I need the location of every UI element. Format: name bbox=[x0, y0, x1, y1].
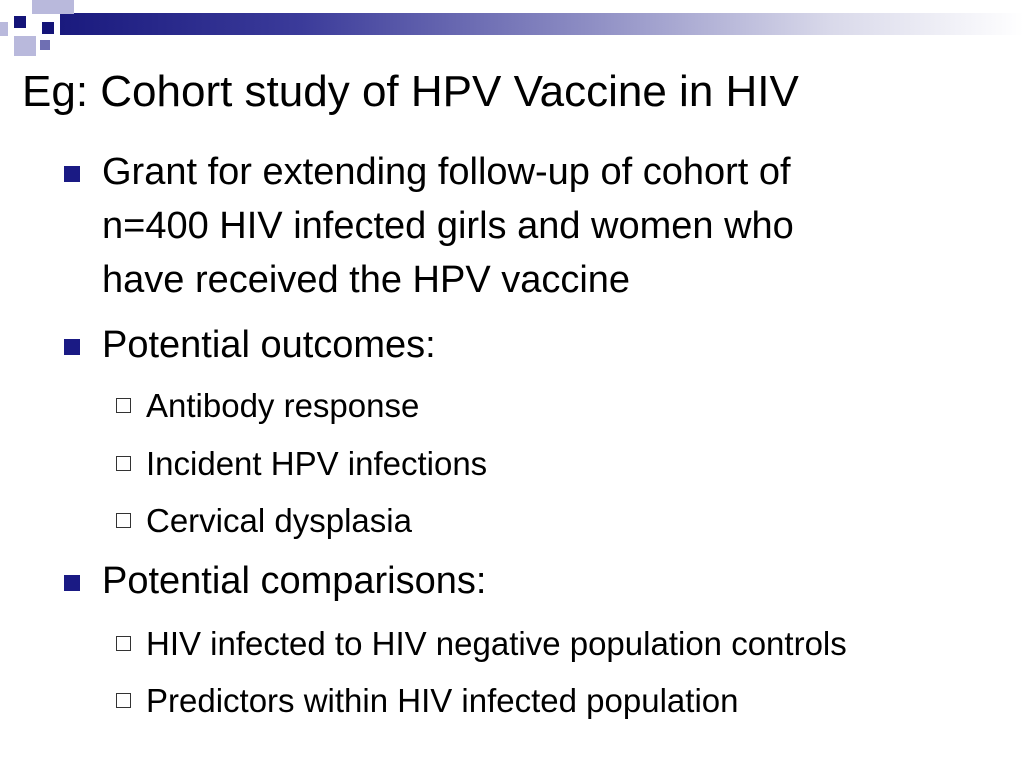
decor-square-icon bbox=[42, 22, 54, 34]
bullet-text: Potential outcomes: bbox=[102, 324, 436, 366]
bullet-text: Grant for extending follow-up of cohort of bbox=[102, 151, 791, 193]
sub-bullet-text: Incident HPV infections bbox=[146, 445, 488, 482]
hollow-square-icon bbox=[116, 636, 134, 654]
hollow-square-icon bbox=[116, 456, 134, 474]
hollow-square-icon bbox=[116, 513, 134, 531]
sub-bullet-text: HIV infected to HIV negative population controls bbox=[146, 625, 847, 662]
decor-square-icon bbox=[40, 40, 50, 50]
decor-square-icon bbox=[32, 0, 56, 14]
bullet-text: n=400 HIV infected girls and women who bbox=[102, 205, 794, 247]
filled-square-icon bbox=[64, 339, 74, 349]
decor-square-icon bbox=[56, 0, 74, 14]
sub-bullet-text: Cervical dysplasia bbox=[146, 502, 412, 539]
hollow-square-icon bbox=[116, 398, 134, 416]
decor-square-icon bbox=[14, 16, 26, 28]
hollow-square-icon bbox=[116, 693, 134, 711]
bullet-text: have received the HPV vaccine bbox=[102, 259, 631, 301]
filled-square-icon bbox=[64, 166, 74, 176]
sub-bullet-text: Antibody response bbox=[146, 387, 420, 424]
filled-square-icon bbox=[64, 575, 74, 585]
decor-square-icon bbox=[0, 22, 8, 36]
bullet-text: Potential comparisons: bbox=[102, 560, 487, 602]
decor-square-icon bbox=[14, 36, 36, 56]
sub-bullet-text: Predictors within HIV infected population bbox=[146, 682, 739, 719]
header-gradient-band bbox=[60, 13, 1024, 35]
slide-title: Eg: Cohort study of HPV Vaccine in HIV bbox=[22, 67, 799, 116]
